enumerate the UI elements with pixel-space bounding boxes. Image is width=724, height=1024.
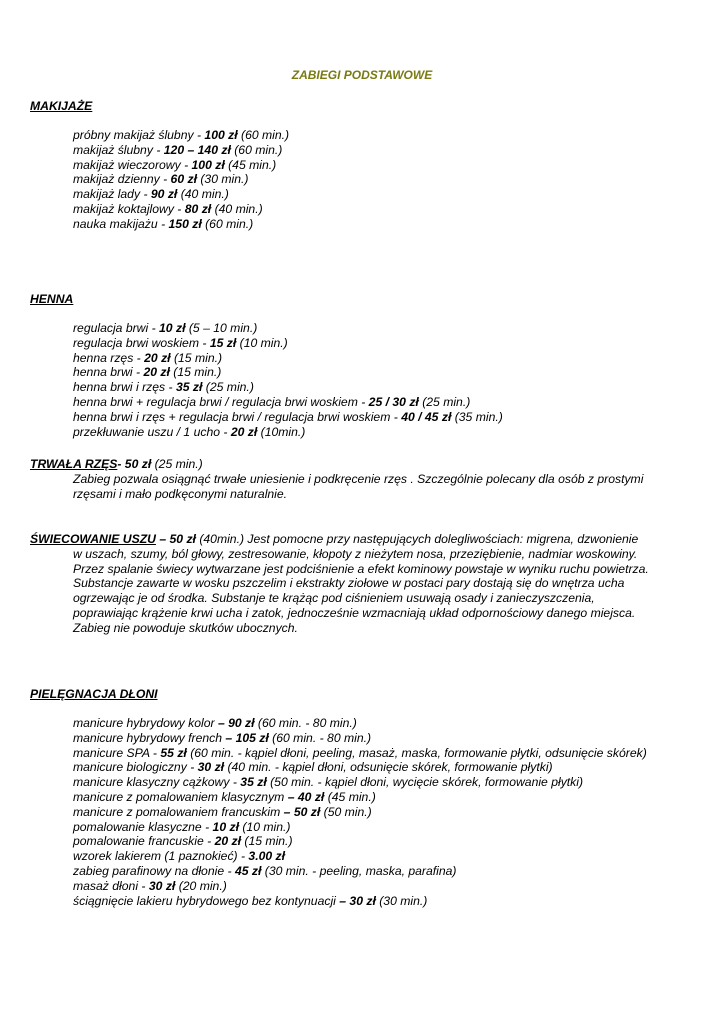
price: – 50 zł xyxy=(155,532,196,546)
price: – 105 zł xyxy=(225,730,269,745)
service-name: makijaż wieczorowy - xyxy=(73,157,192,172)
price: 20 zł xyxy=(214,834,242,849)
price: - 50 zł xyxy=(117,457,152,471)
price: – 40 zł xyxy=(287,789,325,804)
service-name: manicure z pomalowaniem francuskim xyxy=(73,804,284,819)
price: – 50 zł xyxy=(283,804,321,819)
duration: (25 min.) xyxy=(202,380,254,395)
price-list-item xyxy=(73,849,647,864)
description-line: Zabieg pozwala osiągnąć trwałe uniesienie i podkręcenie rzęs . Szczególnie polecany dla osób z prostymi xyxy=(73,471,644,486)
duration: (30 min. - peeling, maska, parafina) xyxy=(261,863,457,878)
duration: (15 min.) xyxy=(169,365,222,380)
service-name: makijaż koktajlowy - xyxy=(73,201,185,216)
duration: (30 min.) xyxy=(196,172,249,187)
price-list-makijaze xyxy=(73,128,289,232)
price: 10 zł xyxy=(212,819,239,834)
duration: (5 – 10 min.) xyxy=(185,321,258,335)
price: 80 zł xyxy=(184,201,212,216)
description-line: ogrzewając je od środka. Substanje te krążąc pod ciśnieniem usuwają osady i zanieczyszczenia, xyxy=(73,591,595,606)
price-list-item xyxy=(73,425,503,440)
duration: (15 min.) xyxy=(170,350,223,365)
service-name: manicure z pomalowaniem klasycznym xyxy=(73,789,288,804)
service-name: pomalowanie francuskie - xyxy=(73,834,215,849)
service-name: henna brwi i rzęs + regulacja brwi / regulacja brwi woskiem - xyxy=(73,409,402,424)
duration: (15 min.) xyxy=(241,834,293,849)
price: 20 zł xyxy=(143,365,170,380)
duration: (45 min.) xyxy=(224,157,277,172)
price: 35 zł xyxy=(175,380,203,395)
price-list-item xyxy=(73,775,647,790)
duration: (60 min. - kąpiel dłoni, peeling, masaż, maska, formowanie płytki, odsunięcie skórek) xyxy=(186,745,647,760)
price: 25 / 30 zł xyxy=(368,394,419,409)
price: 120 – 140 zł xyxy=(163,142,231,157)
price: 40 / 45 zł xyxy=(401,409,452,424)
price: 150 zł xyxy=(168,216,202,231)
service-name: henna rzęs - xyxy=(73,350,145,365)
price: 10 zł xyxy=(159,321,186,335)
service-name: przekłuwanie uszu / 1 ucho - xyxy=(73,424,231,439)
description-line: Zabieg nie powoduje skutków ubocznych. xyxy=(73,620,298,635)
price-list-item xyxy=(73,746,647,761)
price-list-henna xyxy=(73,321,503,439)
duration: (25 min.) xyxy=(418,394,471,409)
duration: (60 min.) xyxy=(230,142,283,157)
duration: (25 min.) xyxy=(151,457,203,471)
price: 45 zł xyxy=(234,863,262,878)
price-list-item xyxy=(73,805,647,820)
price-list-item xyxy=(73,894,647,909)
trwala-rzes-block xyxy=(30,457,643,501)
price-list-item xyxy=(73,395,503,410)
service-name: manicure SPA - xyxy=(73,745,161,760)
duration: (40 min. - kąpiel dłoni, odsunięcie skórek, formowanie płytki) xyxy=(224,760,553,775)
service-name: henna brwi i rzęs - xyxy=(73,380,176,395)
service-name: henna brwi - xyxy=(73,365,144,380)
price: 55 zł xyxy=(160,745,187,760)
service-name: manicure klasyczny cążkowy - xyxy=(73,775,241,790)
duration: (30 min.) xyxy=(375,893,428,908)
service-name: manicure biologiczny - xyxy=(73,760,198,775)
price: 3.00 zł xyxy=(248,849,286,864)
price-list-item xyxy=(73,202,289,217)
price: 20 zł xyxy=(144,350,171,365)
price: 35 zł xyxy=(240,775,267,790)
service-name: makijaż ślubny - xyxy=(73,142,164,157)
service-name: makijaż dzienny - xyxy=(73,172,171,187)
duration: (35 min.) xyxy=(451,409,503,424)
service-name: próbny makijaż ślubny - xyxy=(73,128,205,142)
price-list-item xyxy=(73,731,647,746)
price-list-item xyxy=(73,143,289,158)
service-name: wzorek lakierem (1 paznokieć) - xyxy=(73,849,249,864)
price: 100 zł xyxy=(204,128,238,142)
service-name: henna brwi + regulacja brwi / regulacja brwi woskiem - xyxy=(73,394,369,409)
price-list-item xyxy=(73,716,647,731)
duration: (10 min.) xyxy=(238,819,291,834)
section-heading-dlonie: PIELĘGNACJA DŁONI xyxy=(30,687,158,701)
duration: (45 min.) xyxy=(324,789,376,804)
service-name: ściągnięcie lakieru hybrydowego bez kontynuacji xyxy=(73,893,340,908)
service-name: zabieg parafinowy na dłonie - xyxy=(73,863,235,878)
description-line: poprawiając krążenie krwi ucha i zatok, jednocześnie wzmacniają układ odpornościowy danego miejsca. xyxy=(73,605,636,620)
price-list-item xyxy=(73,760,647,775)
price: 30 zł xyxy=(197,760,225,775)
price-list-item xyxy=(73,172,289,187)
price: 60 zł xyxy=(170,172,197,187)
swiecowanie-block xyxy=(30,532,649,636)
price: 90 zł xyxy=(150,187,178,202)
section-heading-trwala-rzes: TRWAŁA RZĘS xyxy=(30,457,118,471)
price: 100 zł xyxy=(191,157,225,172)
duration: (20 min.) xyxy=(175,878,227,893)
service-name: regulacja brwi woskiem - xyxy=(73,335,210,350)
service-name: masaż dłoni - xyxy=(73,878,149,893)
price: 30 zł xyxy=(148,878,176,893)
service-name: pomalowanie klasyczne - xyxy=(73,819,213,834)
price: 20 zł xyxy=(230,424,258,439)
duration: (60 min. - 80 min.) xyxy=(268,730,372,745)
description-line: Przez spalanie świecy wytwarzane jest podciśnienie a efekt kominowy powstaje w wyniku ruchu powietrza. xyxy=(73,561,649,576)
section-heading-henna: HENNA xyxy=(30,292,74,306)
description-line: Substancje zawarte w wosku pszczelim i ekstrakty ziołowe w postaci pary dostają się do wnętrza ucha xyxy=(73,576,625,591)
duration: (10min.) xyxy=(257,424,306,439)
price-list-item xyxy=(73,380,503,395)
section-heading-makijaze: MAKIJAŻE xyxy=(30,99,93,113)
price-list-item xyxy=(73,321,503,336)
price-list-item xyxy=(73,820,647,835)
description-line: rzęsami i mało podkęconymi naturalnie. xyxy=(73,486,288,501)
service-name: manicure hybrydowy french xyxy=(73,730,226,745)
duration: (40 min.) xyxy=(211,201,263,216)
price-list-item xyxy=(73,879,647,894)
price-list-item xyxy=(73,410,503,425)
price-list-item xyxy=(73,864,647,879)
service-name: regulacja brwi - xyxy=(73,321,160,335)
page-title: ZABIEGI PODSTAWOWE xyxy=(291,68,433,82)
price-list-item xyxy=(73,351,503,366)
service-name: manicure hybrydowy kolor xyxy=(73,716,218,730)
description-line: (40min.) Jest pomocne przy następujących dolegliwościach: migrena, dzwonienie xyxy=(195,532,639,546)
duration: (10 min.) xyxy=(236,335,288,350)
price-list-item xyxy=(73,128,289,143)
duration: (50 min. - kąpiel dłoni, wycięcie skórek, formowanie płytki) xyxy=(266,775,584,790)
price-list-item xyxy=(73,217,289,232)
duration: (60 min. - 80 min.) xyxy=(254,716,357,730)
price: 15 zł xyxy=(209,335,237,350)
service-name: nauka makijażu - xyxy=(73,216,169,231)
price: – 90 zł xyxy=(217,716,255,730)
price-list-item xyxy=(73,365,503,380)
duration: (60 min.) xyxy=(237,128,290,142)
description-line: w uszach, szumy, ból głowy, zestresowanie, kłopoty z nieżytem nosa, przeziębienie, nadmiar woskowiny. xyxy=(73,546,638,561)
price-list-item xyxy=(73,336,503,351)
price: – 30 zł xyxy=(339,893,376,908)
price-list-item xyxy=(73,187,289,202)
price-list-item xyxy=(73,790,647,805)
duration: (50 min.) xyxy=(320,804,372,819)
duration: (40 min.) xyxy=(177,187,229,202)
price-list-item xyxy=(73,834,647,849)
section-heading-swiecowanie: ŚWIECOWANIE USZU xyxy=(30,532,156,546)
service-name: makijaż lady - xyxy=(73,187,151,202)
price-list-item xyxy=(73,158,289,173)
price-list-dlonie xyxy=(73,716,647,908)
duration: (60 min.) xyxy=(201,216,254,231)
